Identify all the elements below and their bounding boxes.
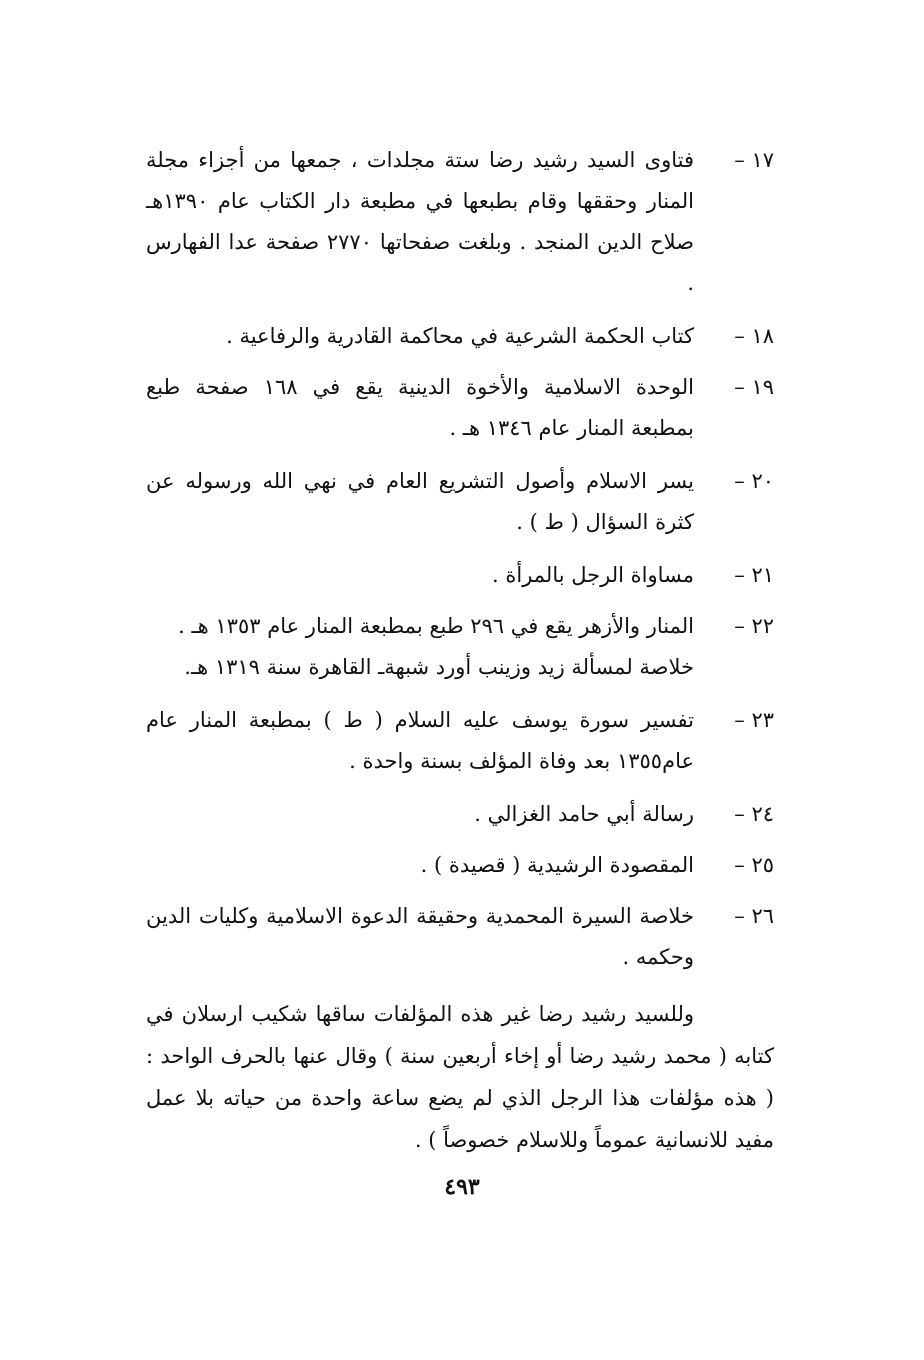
item-text: المنار والأزهر يقع في ٢٩٦ طبع بمطبعة المنار عام ١٣٥٣ هـ . [178, 614, 694, 638]
item-text: مساواة الرجل بالمرأة . [492, 563, 694, 587]
item-text-group [146, 606, 694, 688]
item-number: ٢٥ – [734, 853, 774, 877]
list-item [146, 367, 774, 449]
list-item [146, 140, 774, 304]
item-number: ٢٤ – [734, 802, 774, 826]
bibliography-list [146, 140, 774, 990]
list-item [146, 794, 774, 835]
list-item [146, 316, 774, 357]
item-number: ٢٣ – [734, 708, 774, 732]
item-text: المقصودة الرشيدية ( قصيدة ) . [420, 853, 694, 877]
item-number: ١٨ – [734, 324, 774, 348]
item-text: كتاب الحكمة الشرعية في محاكمة القادرية والرفاعية . [226, 324, 694, 348]
page-number: ٤٩٣ [444, 1174, 480, 1200]
item-text: فتاوى السيد رشيد رضا ستة مجلدات ، جمعها من أجزاء مجلة المنار وحققها وقام بطبعها في مطبعة دار الكتاب عام ١٣٩٠هـ صلاح الدين المنجد . وبلغت صفحاتها ٢٧٧٠ صفحة عدا الفهارس . [146, 148, 694, 295]
item-text: تفسير سورة يوسف عليه السلام ( ط ) بمطبعة المنار عام عام١٣٥٥ بعد وفاة المؤلف بسنة واحدة . [146, 708, 694, 773]
item-number: ٢٢ – [734, 614, 774, 638]
item-text: يسر الاسلام وأصول التشريع العام في نهي الله ورسوله عن كثرة السؤال ( ط ) . [146, 469, 694, 534]
list-item [146, 896, 774, 978]
item-number: ٢١ – [734, 563, 774, 587]
item-note: خلاصة لمسألة زيد وزينب أورد شبهةـ القاهرة سنة ١٣١٩ هـ. [184, 655, 694, 679]
item-number: ١٩ – [734, 375, 774, 399]
list-item [146, 606, 774, 688]
closing-paragraph: وللسيد رشيد رضا غير هذه المؤلفات ساقها شكيب ارسلان في كتابه ( محمد رشيد رضا أو إخاء أربعين سنة ) وقال عنها بالحرف الواحد : ( هذه مؤلفات هذا الرجل الذي لم يضع ساعة واحدة من حياته بلا عمل مفيد للانسانية عموماً وللاسلام خصوصاً ) . [146, 1002, 774, 1152]
list-item [146, 845, 774, 886]
item-number: ٢٦ – [734, 904, 774, 928]
list-item [146, 461, 774, 543]
item-text: خلاصة السيرة المحمدية وحقيقة الدعوة الاسلامية وكليات الدين وحكمه . [146, 904, 694, 969]
item-text: رسالة أبي حامد الغزالي . [474, 802, 694, 826]
list-item [146, 555, 774, 596]
item-number: ٢٠ – [734, 469, 774, 493]
item-text: الوحدة الاسلامية والأخوة الدينية يقع في ١٦٨ صفحة طبع بمطبعة المنار عام ١٣٤٦ هـ . [146, 375, 694, 440]
item-number: ١٧ – [734, 148, 774, 172]
list-item [146, 700, 774, 782]
